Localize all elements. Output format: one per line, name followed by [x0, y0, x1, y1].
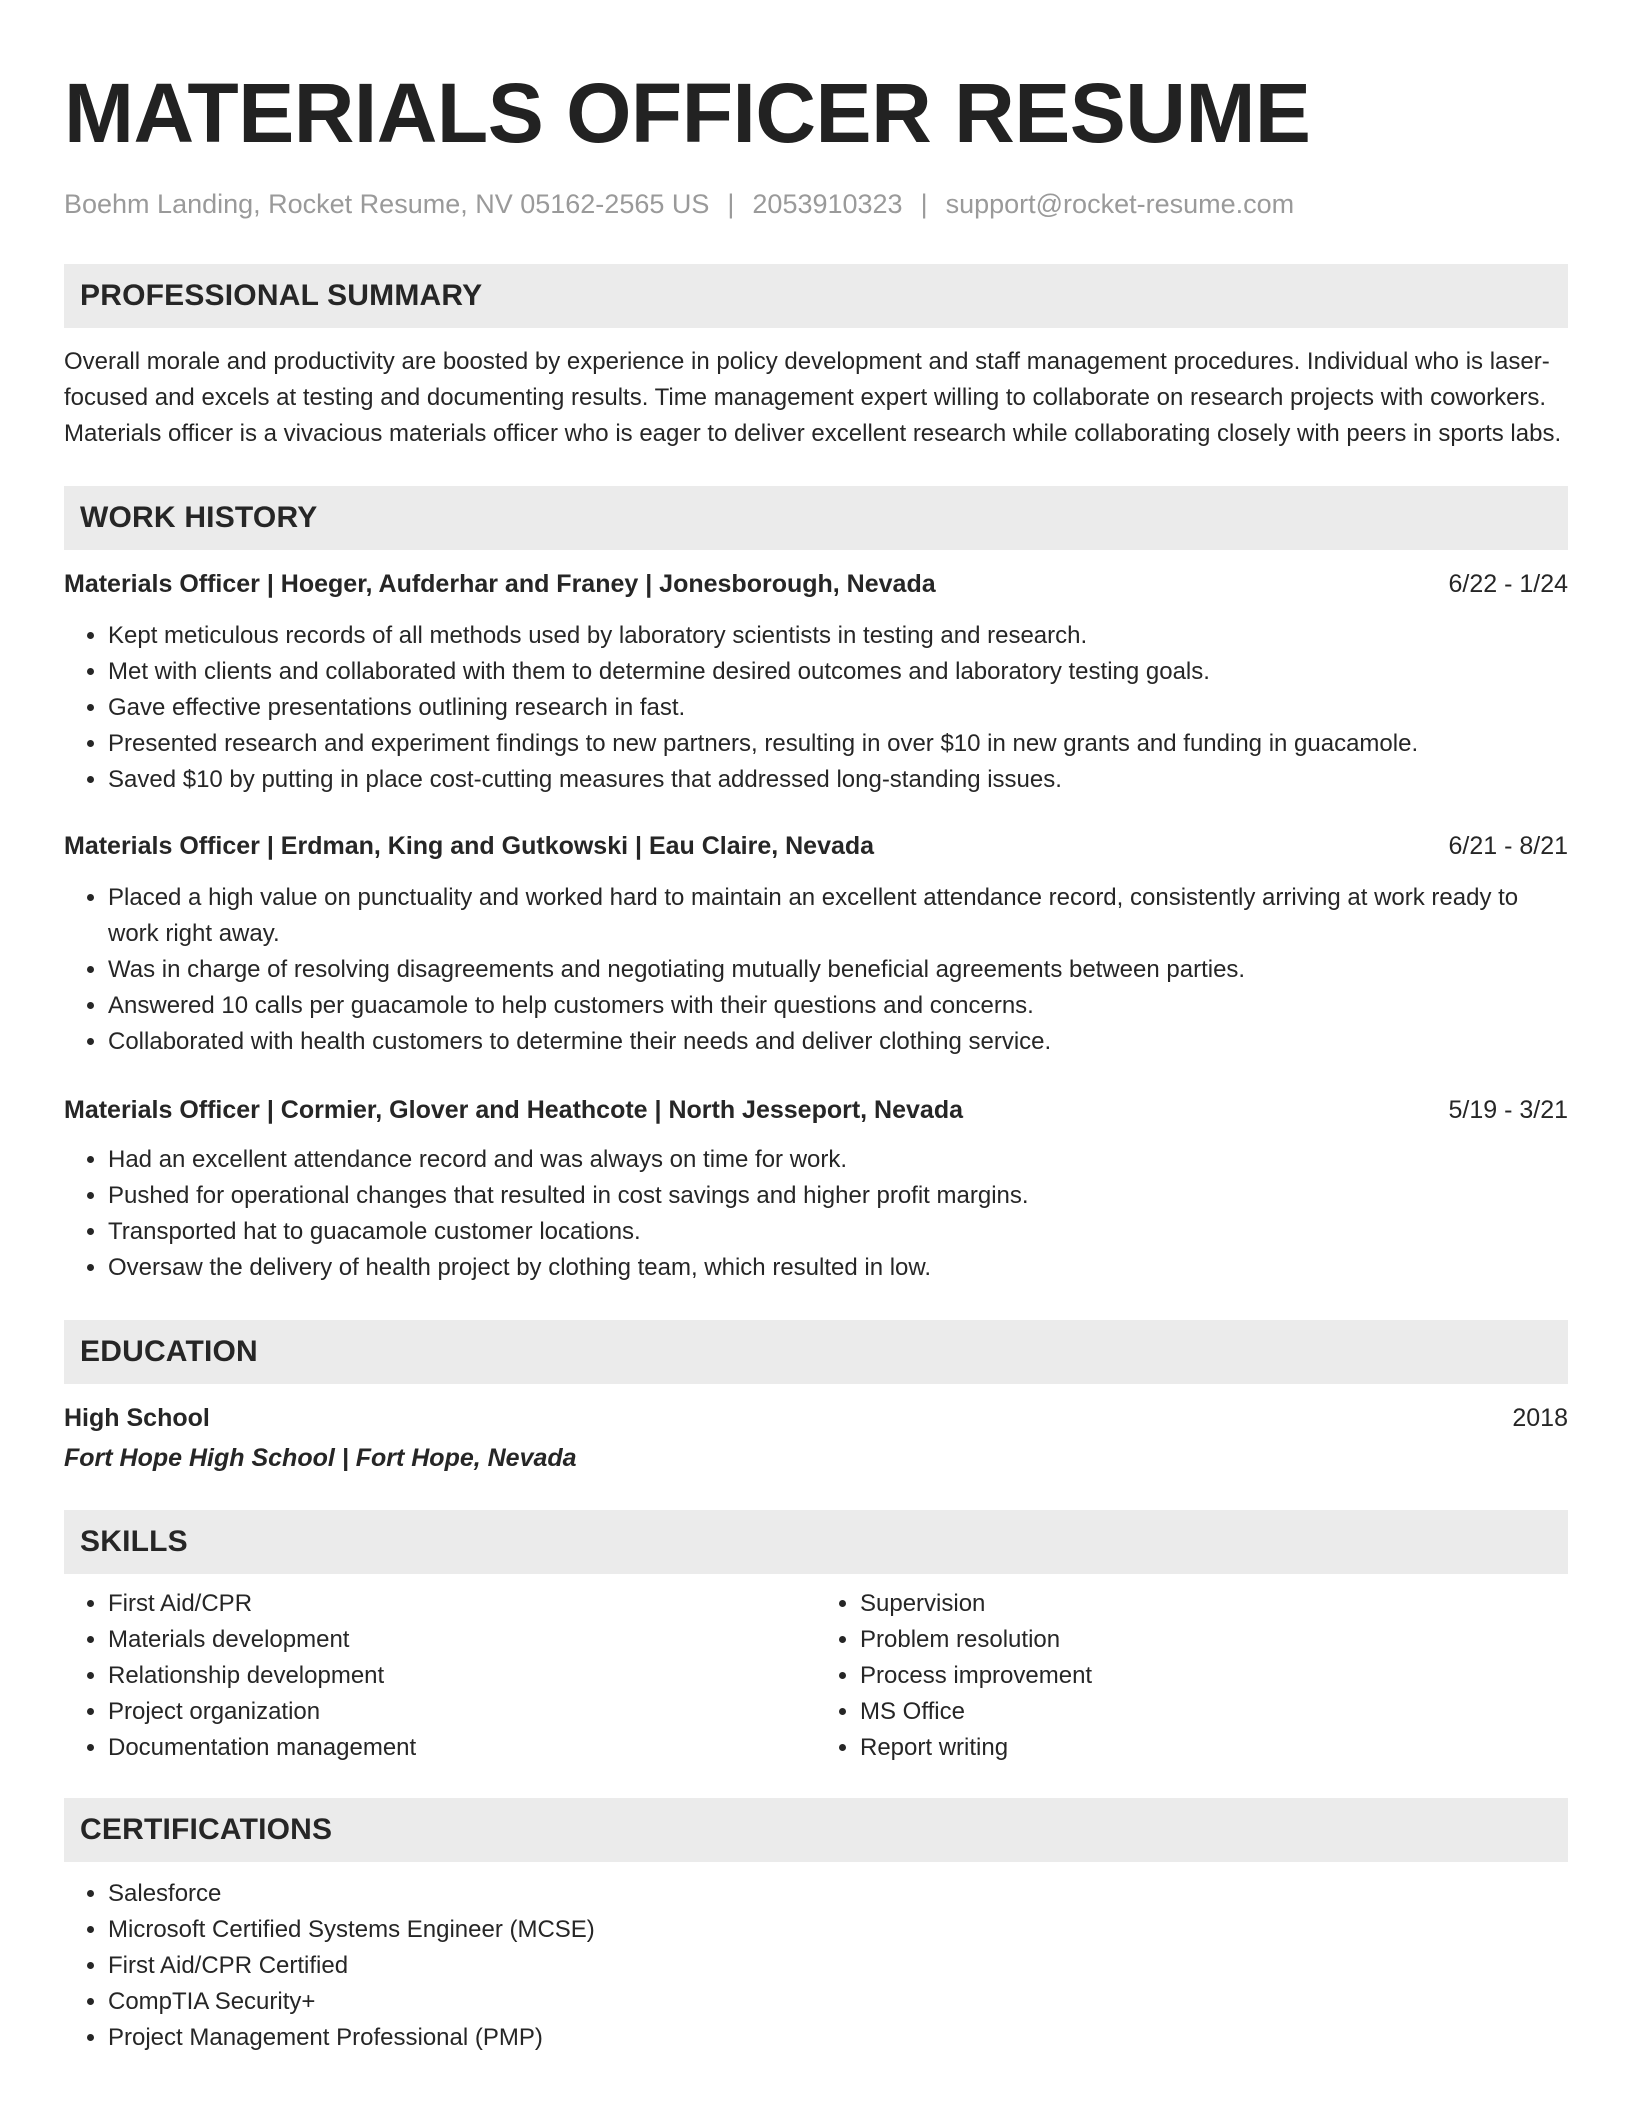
skills-list-left: [64, 1586, 816, 1766]
job-bullet: • Saved $10 by putting in place cost-cutting measures that addressed long-standing issues.: [108, 762, 1568, 798]
job-bullet: • Met with clients and collaborated with them to determine desired outcomes and laboratory testing goals.: [108, 654, 1568, 690]
job-header: [64, 566, 1568, 602]
education-school: Fort Hope High School | Fort Hope, Nevada: [64, 1444, 577, 1472]
job-bullet: • Gave effective presentations outlining research in fast.: [108, 690, 1568, 726]
certification-item: • CompTIA Security+: [108, 1984, 1568, 2020]
job-entry: [64, 828, 1568, 1060]
job-bullet: • Oversaw the delivery of health project by clothing team, which resulted in low.: [108, 1250, 1568, 1286]
job-bullet: • Collaborated with health customers to determine their needs and deliver clothing service.: [108, 1024, 1568, 1060]
skills-list-right: [816, 1586, 1568, 1766]
contact-address: Boehm Landing, Rocket Resume, NV 05162-2565 US: [64, 189, 710, 219]
certification-item: • Project Management Professional (PMP): [108, 2020, 1568, 2056]
contact-line: [64, 186, 1568, 222]
section-header-skills: SKILLS: [64, 1510, 1568, 1574]
skill-item: • Relationship development: [108, 1658, 816, 1694]
job-bullet: • Placed a high value on punctuality and worked hard to maintain an excellent attendance record, consistently arriving at work ready to work right away.: [108, 880, 1568, 952]
job-dates: 5/19 - 3/21: [1448, 1096, 1568, 1124]
contact-separator: |: [920, 189, 928, 219]
skill-item: • Materials development: [108, 1622, 816, 1658]
job-bullet: • Was in charge of resolving disagreements and negotiating mutually beneficial agreements between parties.: [108, 952, 1568, 988]
education-entry: [64, 1400, 1568, 1476]
certification-item: • Microsoft Certified Systems Engineer (MCSE): [108, 1912, 1568, 1948]
certification-item: • First Aid/CPR Certified: [108, 1948, 1568, 1984]
contact-separator: |: [727, 189, 735, 219]
job-header: [64, 1092, 1568, 1128]
job-entry: [64, 566, 1568, 798]
job-dates: 6/22 - 1/24: [1448, 570, 1568, 598]
education-degree: High School: [64, 1404, 210, 1432]
job-entry: [64, 1092, 1568, 1286]
job-bullet: • Had an excellent attendance record and was always on time for work.: [108, 1142, 1568, 1178]
skill-item: • Problem resolution: [860, 1622, 1568, 1658]
skill-item: • Documentation management: [108, 1730, 816, 1766]
contact-email: support@rocket-resume.com: [945, 189, 1295, 219]
job-bullet: • Presented research and experiment findings to new partners, resulting in over $10 in new grants and funding in guacamole.: [108, 726, 1568, 762]
education-header: [64, 1400, 1568, 1436]
skill-item: • Project organization: [108, 1694, 816, 1730]
contact-phone: 2053910323: [752, 189, 903, 219]
skill-item: • MS Office: [860, 1694, 1568, 1730]
job-dates: 6/21 - 8/21: [1448, 832, 1568, 860]
skill-item: • First Aid/CPR: [108, 1586, 816, 1622]
education-year: 2018: [1512, 1404, 1568, 1432]
section-header-summary: PROFESSIONAL SUMMARY: [64, 264, 1568, 328]
section-header-work-history: WORK HISTORY: [64, 486, 1568, 550]
resume-title: MATERIALS OFFICER RESUME: [64, 66, 1311, 160]
certifications-list: [64, 1876, 1568, 2056]
job-bullets: [64, 618, 1568, 798]
job-bullet: • Transported hat to guacamole customer locations.: [108, 1214, 1568, 1250]
job-header: [64, 828, 1568, 864]
section-header-education: EDUCATION: [64, 1320, 1568, 1384]
job-bullets: [64, 880, 1568, 1060]
summary-text: Overall morale and productivity are boosted by experience in policy development and staff management procedures. Individual who is laser-focused and excels at testing and documenting results. Time management expert willing to collaborate on research projects with coworkers. Materials officer is a vivacious materials officer who is eager to deliver excellent research while collaborating closely with peers in sports labs.: [64, 348, 1562, 447]
skill-item: • Process improvement: [860, 1658, 1568, 1694]
job-bullet: • Pushed for operational changes that resulted in cost savings and higher profit margins.: [108, 1178, 1568, 1214]
job-heading: Materials Officer | Erdman, King and Gutkowski | Eau Claire, Nevada: [64, 832, 875, 860]
certification-item: • Salesforce: [108, 1876, 1568, 1912]
job-heading: Materials Officer | Cormier, Glover and Heathcote | North Jesseport, Nevada: [64, 1096, 963, 1124]
job-bullets: [64, 1142, 1568, 1286]
resume-page: [64, 40, 1568, 2056]
section-header-certifications: CERTIFICATIONS: [64, 1798, 1568, 1862]
skill-item: • Supervision: [860, 1586, 1568, 1622]
skills-columns: [64, 1586, 1568, 1766]
job-heading: Materials Officer | Hoeger, Aufderhar and Franey | Jonesborough, Nevada: [64, 570, 936, 598]
skill-item: • Report writing: [860, 1730, 1568, 1766]
job-bullet: • Kept meticulous records of all methods used by laboratory scientists in testing and research.: [108, 618, 1568, 654]
job-bullet: • Answered 10 calls per guacamole to help customers with their questions and concerns.: [108, 988, 1568, 1024]
